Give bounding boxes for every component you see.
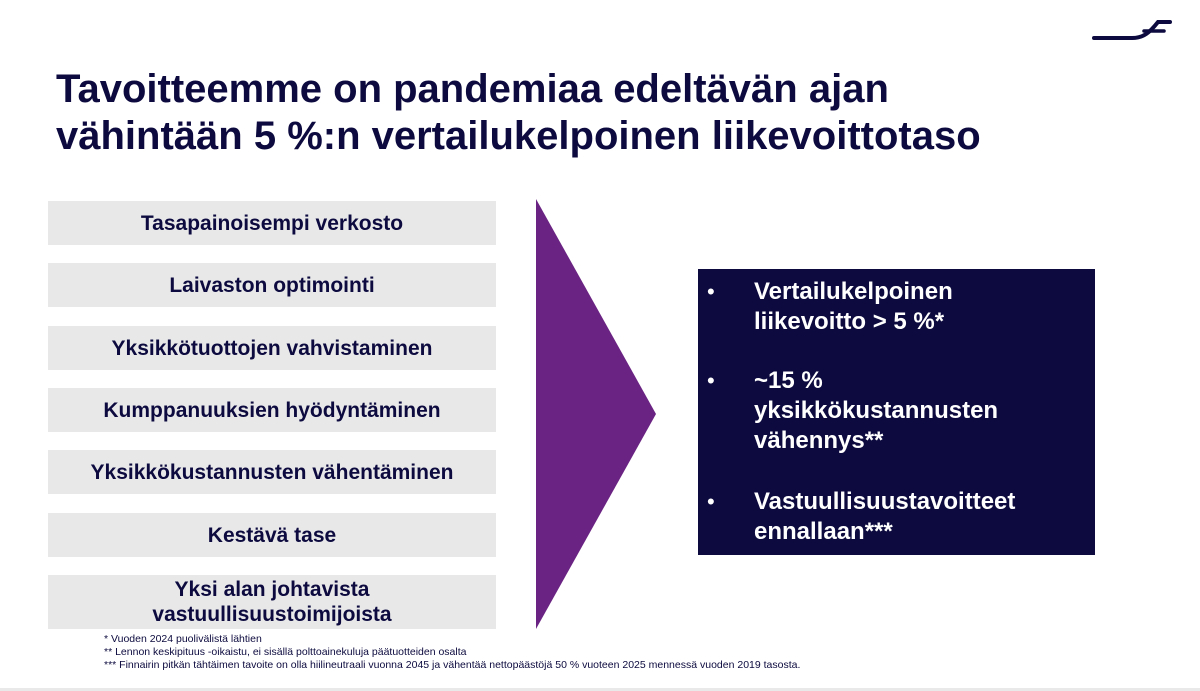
- pillar-label: Tasapainoisempi verkosto: [140, 211, 404, 235]
- pillar-fleet: [48, 263, 496, 307]
- target-line: ennallaan***: [754, 518, 893, 545]
- slide-title: [56, 66, 1136, 160]
- target-line: yksikkökustannusten: [754, 397, 999, 424]
- target-line: Vastuullisuustavoitteet: [754, 488, 1016, 515]
- pillar-balance-sheet: [48, 513, 496, 557]
- pillar-label: vastuullisuustoimijoista: [152, 603, 392, 626]
- slide-title-line-2: vähintään 5 %:n vertailukelpoinen liikevoittotaso: [56, 114, 981, 158]
- arrow-chevron-icon: [536, 199, 656, 629]
- pillar-label: Kestävä tase: [207, 523, 337, 547]
- target-line: ~15 %: [754, 367, 823, 394]
- pillar-label: Kumppanuuksien hyödyntäminen: [103, 398, 441, 422]
- pillar-partnerships: [48, 388, 496, 432]
- footnotes: [104, 633, 1004, 672]
- pillar-label: Laivaston optimointi: [169, 273, 375, 297]
- bullet-icon: •: [707, 368, 715, 393]
- footnote: * Vuoden 2024 puolivälistä lähtien: [104, 633, 262, 645]
- targets-box: [698, 269, 1095, 555]
- finnair-logo-icon: [1092, 18, 1172, 44]
- target-line: liikevoitto > 5 %*: [754, 308, 945, 335]
- footnote: *** Finnairin pitkän tähtäimen tavoite on olla hiilineutraali vuonna 2045 ja vähentää nettopäästöjä 50 % vuoteen 2025 mennessä vuoden 2019 tasosta.: [104, 659, 801, 671]
- pillar-label: Yksikkökustannusten vähentäminen: [90, 460, 454, 484]
- target-line: Vertailukelpoinen: [754, 278, 953, 305]
- footnote: ** Lennon keskipituus -oikaistu, ei sisällä polttoainekuluja päätuotteiden osalta: [104, 646, 467, 658]
- pillar-label: Yksi alan johtavista: [174, 578, 370, 601]
- target-text: [754, 277, 1084, 337]
- pillar-unit-cost: [48, 450, 496, 494]
- pillar-sustainability: [48, 575, 496, 629]
- pillar-label: Yksikkötuottojen vahvistaminen: [111, 336, 433, 360]
- target-text: [754, 366, 1084, 456]
- target-line: vähennys**: [754, 427, 884, 454]
- target-text: [754, 487, 1084, 547]
- pillar-network: [48, 201, 496, 245]
- slide-title-line-1: Tavoitteemme on pandemiaa edeltävän ajan: [56, 67, 889, 111]
- bullet-icon: •: [707, 489, 715, 514]
- pillar-unit-revenue: [48, 326, 496, 370]
- bullet-icon: •: [707, 279, 715, 304]
